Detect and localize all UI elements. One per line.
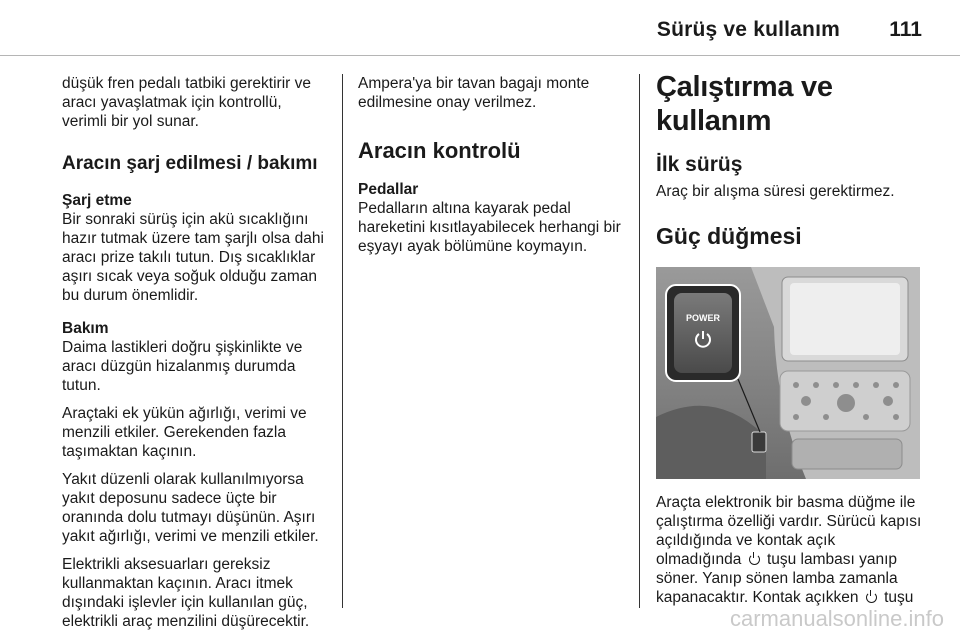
charging-subheading: Şarj etme: [62, 192, 132, 209]
maintenance-paragraph-4: Elektrikli aksesuarları gereksiz kullanmaktan kaçının. Aracı itmek dışındaki işlevler için kullanılan güç, elektrikli araç menzilini düşürecektir.: [62, 556, 310, 630]
caption-part-2: tuşu lambası yanıp söner. Yanıp sönen lamba zamanla kapanacaktır. Kontak açıkken: [656, 551, 898, 606]
header-rule: [0, 55, 960, 56]
intro-paragraph: düşük fren pedalı tatbiki gerektirir ve aracı yavaşlatmak için kontrollü, verimli bir yol sunar.: [62, 75, 311, 130]
first-drive-paragraph: Araç bir alışma süresi gerektirmez.: [656, 183, 895, 200]
power-button-heading: Güç düğmesi: [656, 223, 802, 249]
watermark: carmanualsonline.info: [729, 606, 944, 631]
vehicle-control-heading: Aracın kontrolü: [358, 138, 521, 163]
maintenance-paragraph-2: Araçtaki ek yükün ağırlığı, verimi ve menzili etkiler. Gerekenden fazla taşımaktan kaçının.: [62, 405, 307, 460]
column-3: [656, 70, 922, 607]
power-button-label: POWER: [685, 313, 720, 323]
caption-part-3: tuşu: [884, 589, 914, 606]
section-title: Çalıştırma ve kullanım: [656, 71, 833, 137]
column-divider-2: [639, 74, 640, 608]
charging-paragraph: Bir sonraki sürüş için akü sıcaklığını hazır tutmak üzere tam şarjlı olsa dahi aracı prize takılı tutun. Dış sıcaklıklar aşırı sıcak veya soğuk olduğu zaman bu durum önemlidir.: [62, 211, 324, 304]
header-title: Sürüş ve kullanım: [656, 18, 840, 41]
dashboard-illustration: [656, 267, 920, 479]
column-2: [358, 74, 623, 256]
pedals-paragraph: Pedalların altına kayarak pedal hareketini kısıtlayabilecek herhangi bir eşyayı ayak bölümüne koymayın.: [358, 200, 621, 255]
page-number: 111: [889, 18, 922, 41]
charging-maintenance-heading: Aracın şarj edilmesi / bakımı: [62, 153, 318, 174]
first-drive-heading: İlk sürüş: [656, 153, 743, 176]
caption-part-1: Araçta elektronik bir basma düğme ile çalıştırma özelliği vardır. Sürücü kapısı açıldığında ve kontak açık olmadığında: [656, 494, 922, 568]
maintenance-subheading: Bakım: [62, 320, 109, 337]
column-1: [62, 74, 328, 631]
power-button-photo: [656, 267, 920, 479]
roof-rack-paragraph: Ampera'ya bir tavan bagajı monte edilmesine onay verilmez.: [358, 75, 590, 111]
power-symbol-icon: [866, 592, 877, 603]
pedals-subheading: Pedallar: [358, 181, 419, 198]
maintenance-paragraph-3: Yakıt düzenli olarak kullanılmıyorsa yakıt deposunu sadece üçte bir oranında dolu tutmayı düşünün. Aşırı yakıt ağırlığı, verimi ve menzili etkiler.: [62, 471, 319, 545]
maintenance-paragraph-1: Daima lastikleri doğru şişkinlikte ve aracı düzgün hizalanmış durumda tutun.: [62, 339, 303, 394]
power-icon: [693, 329, 713, 349]
power-button-caption: [656, 493, 922, 607]
power-symbol-icon: [749, 554, 760, 565]
column-divider-1: [342, 74, 343, 608]
